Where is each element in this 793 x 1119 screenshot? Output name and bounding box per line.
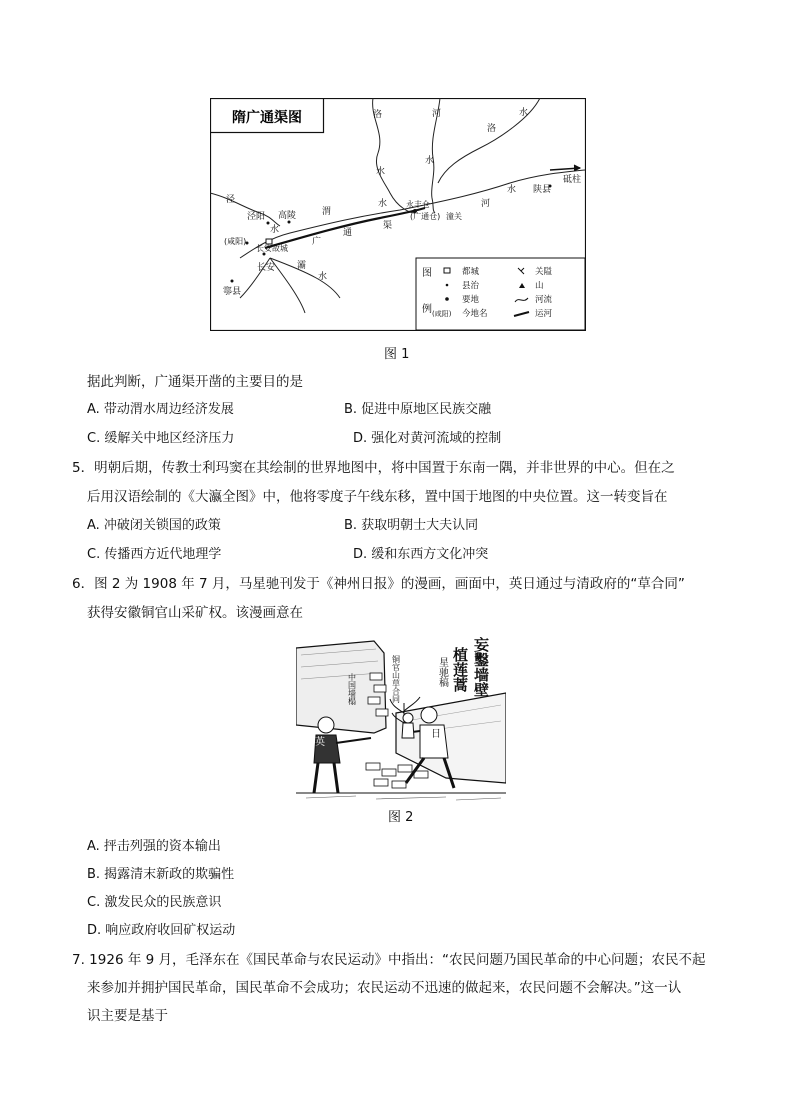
cartoon-wall-label: 中国墙榻 [347,673,357,705]
label-tongguan: 潼关 [446,212,462,221]
label-guangtongcang: (广通仓) [410,212,441,221]
map-svg [210,98,586,331]
cartoon-signature: 星驰稿 [436,657,448,687]
q7-stem-line-1: 7. 1926 年 9 月，毛泽东在《国民革命与农民运动》中指出：“农民问题乃国民革命的中心问题；农民不起 [72,952,706,968]
cartoon-figure-left-label: 英 [315,737,325,748]
label-dizhu: 砥柱 [563,175,582,185]
cartoon-title-col-1: 妄鑿墙壁 [472,637,490,697]
label-wei: 渭 [322,207,332,217]
label-shanxian: 陕县 [533,185,552,195]
label-gaoling: 高陵 [278,211,297,221]
legend-canal: 运河 [535,309,553,319]
q5-stem-line-1: 5．明朝后期，传教士利玛窦在其绘制的世界地图中，将中国置于东南一隅，并非世界的中心。但在之 [72,460,675,476]
legend-li: 例 [422,304,432,315]
q4-option-a: A. 带动渭水周边经济发展 [87,402,234,417]
map-legend [416,258,585,330]
cartoon-left-wall [296,641,386,733]
label-ba: 灞 [297,261,307,271]
label-jingyang: 泾阳 [247,212,266,222]
q6-option-d: D. 响应政府收回矿权运动 [87,923,236,938]
q6-option-a: A. 抨击列强的资本输出 [87,839,221,854]
label-he-2: 河 [481,199,491,209]
label-jing: 泾 [226,195,236,205]
label-luo: 洛 [373,110,383,120]
label-ba-shui: 水 [318,272,328,282]
label-huxian: 鄠县 [223,287,242,297]
figure-2-caption: 图 2 [388,810,414,825]
legend-modern-name: 今地名 [462,309,488,319]
legend-county: 县治 [462,281,480,291]
label-shui-5: 水 [270,225,280,235]
q5-option-c: C. 传播西方近代地理学 [87,547,222,562]
cartoon-plant-label: 铜官山草合同 [391,655,401,703]
q7-stem-line-2: 来参加并拥护国民革命，国民革命不会成功；农民运动不迅速的做起来，农民问题不会解决。”这一认 [87,980,682,996]
figure-1-map [210,98,586,331]
figure-2-cartoon [296,633,506,803]
label-qu: 渠 [383,221,393,231]
q5-option-d: D. 缓和东西方文化冲突 [353,547,489,562]
q5-stem-line-2: 后用汉语绘制的《大瀛全图》中，他将零度子午线东移，置中国于地图的中央位置。这一转变旨在 [87,489,668,505]
label-luo-2: 洛 [487,124,497,134]
map-title: 隋广通渠图 [232,110,302,126]
q6-option-c: C. 激发民众的民族意识 [87,895,222,910]
q4-stem: 据此判断，广通渠开凿的主要目的是 [87,374,303,390]
q6-stem-line-1: 6．图 2 为 1908 年 7 月，马星驰刊发于《神州日报》的漫画，画面中，英日通过与清政府的“草合同” [72,576,685,592]
label-changan: 长安 [257,263,276,273]
q5-option-a: A. 冲破闭关锁国的政策 [87,518,221,533]
label-tong: 通 [343,228,353,238]
figure-1-caption: 图 1 [384,347,410,362]
q4-option-b: B. 促进中原地区民族交融 [344,402,492,417]
cartoon-title-col-2: 植莲蒿 [451,647,469,692]
cartoon-svg [296,633,506,803]
legend-pass: 关隘 [535,267,553,277]
q4-option-c: C. 缓解关中地区经济压力 [87,431,235,446]
legend-key-site: 要地 [462,295,480,305]
q5-option-b: B. 获取明朝士大夫认同 [344,518,479,533]
legend-mountain: 山 [535,281,544,291]
label-guang: 广 [312,237,322,247]
label-wei-shui: 水 [378,199,388,209]
q7-stem-line-3: 识主要是基于 [87,1008,168,1024]
legend-capital: 都城 [462,267,480,277]
legend-modern-example: (咸阳) [432,310,452,318]
label-xianyang: (咸阳) [224,237,247,246]
q4-option-d: D. 强化对黄河流域的控制 [353,431,502,446]
label-yongfengcang: 永丰仓 [406,200,430,209]
label-shui: 水 [519,108,529,118]
label-changan-gucheng: 长安故城 [256,244,288,253]
legend-river: 河流 [535,295,553,305]
label-shui-2: 水 [376,167,386,177]
label-shui-3: 水 [425,156,435,166]
label-shui-4: 水 [507,185,517,195]
q6-option-b: B. 揭露清末新政的欺骗性 [87,867,235,882]
cartoon-figure-small [402,713,414,738]
q6-stem-line-2: 获得安徽铜官山采矿权。该漫画意在 [87,605,303,621]
cartoon-figure-right-label: 日 [431,729,441,740]
legend-tu: 图 [422,268,432,279]
label-he: 河 [432,109,442,119]
